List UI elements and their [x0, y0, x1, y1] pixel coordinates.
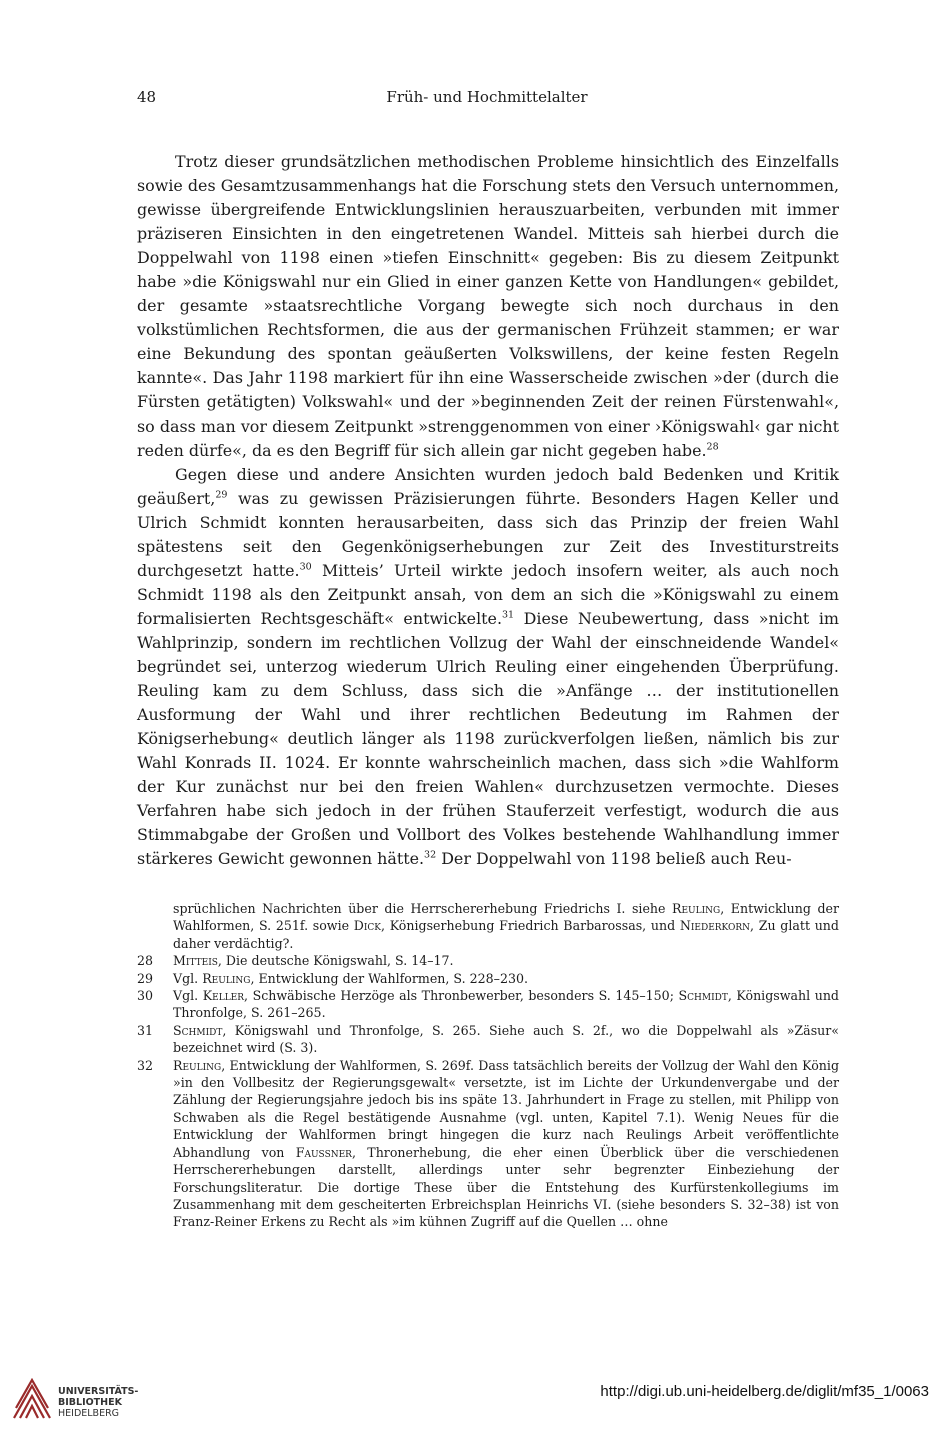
footnote-text — [173, 987, 839, 1022]
footnote-number: 29 — [137, 970, 154, 986]
note-text: , Schwäbische Herzöge als Thronbewerber, besonders S. 145–150; — [244, 988, 679, 1004]
author-name: Keller — [202, 988, 245, 1004]
note-text: sprüchlichen Nachrichten über die Herrschererhebung Friedrichs I. siehe — [173, 901, 672, 916]
footnote-number: 31 — [137, 1022, 154, 1038]
footnote-text — [173, 952, 839, 969]
paragraph-text: was zu gewissen Präzisierungen führte. Besonders Hagen Keller und Ulrich Schmidt konnten herausarbeiten, dass sich das Prinzip der freien Wahl spätestens seit den Gegenkönigserhebungen zur Zeit des Investiturstreits durchgesetzt hatte. — [137, 488, 839, 580]
paragraph-text: Diese Neubewertung, dass »nicht im Wahlprinzip, sondern im rechtlichen Vollzug der Wahl der einschneidende Wandel« begründet sei, unterzog wiederum Ulrich Reuling einer eingehenden Überprüfung. Reuling kam zu dem Schluss, dass sich die »Anfänge … der institutionellen Ausformung der Wahl und ihrer rechtlichen Bedeutung im Rahmen der Königserhebung« deutlich länger als 1198 zurückverfolgen ließen, nämlich bis zur Wahl Konrads II. 1024. Er konnte wahrscheinlich machen, dass sich »die Wahlform der Kur zunächst nur bei den freien Wahlen« durchzusetzen vermochte. Dieses Verfahren habe sich jedoch in der frühen Stauferzeit verfestigt, wodurch die aus Stimmabgabe der Großen und Vollbort des Volkes bestehende Wahlhandlung immer stärkeres Gewicht gewonnen hätte. — [137, 608, 839, 869]
footnote-ref-32[interactable]: 32 — [424, 850, 437, 862]
footnote-text — [173, 1022, 839, 1057]
footnote-number: 32 — [137, 1057, 154, 1073]
paragraph-text: Trotz dieser grundsätzlichen methodischen Probleme hinsichtlich des Einzelfalls sowie des Gesamtzusammenhangs hat die Forschung stets den Versuch unternommen, gewisse übergreifende Entwicklungslinien herauszuarbeiten, verbunden mit immer präziseren Einsichten in den eingetretenen Wandel. Mitteis sah hierbei durch die Doppelwahl von 1198 einen »tiefen Einschnitt« gegeben: Bis zu diesem Zeitpunkt habe »die Königswahl nur ein Glied in einer ganzen Kette von Handlungen« gebildet, der gesamte »staatsrechtliche Vorgang bewegte sich noch durchaus in den volkstümlichen Rechtsformen, die aus der germanischen Frühzeit stammen; er war eine Bekundung des spontan geäußerten Volkswillens, der keine festen Regeln kannte«. Das Jahr 1198 markiert für ihn eine Wasserscheide zwischen »der (durch die Fürsten getätigten) Volkswahl« und der »beginnenden Zeit der reinen Fürstenwahl«, so dass man vor diesem Zeitpunkt »strenggenommen von einer ›Königswahl‹ gar nicht reden dürfe«, da es den Begriff für sich allein gar nicht gegeben habe. — [137, 152, 839, 460]
author-name: Schmidt — [678, 988, 728, 1004]
note-text: , Zu glatt und daher verdächtig?. — [173, 918, 839, 951]
library-name — [58, 1386, 138, 1419]
footnote-ref-29[interactable]: 29 — [215, 489, 228, 501]
note-text: , Königswahl und Thronfolge, S. 261–265. — [173, 988, 839, 1021]
paragraph-text: Der Doppelwahl von 1198 beließ auch Reu- — [436, 849, 792, 869]
footnote-29 — [137, 970, 839, 987]
main-text — [137, 150, 839, 871]
footnote-ref-30[interactable]: 30 — [299, 561, 312, 573]
note-text: , Entwicklung der Wahlformen, S. 269f. Dass tatsächlich bereits der Vollzug der Wahl den König »in den Vollbesitz der Regierungsgewalt« versetzte, ist im Lichte der Urkundenvergabe und der Zählung der Regierungsjahre jedoch bis ins späte 13. Jahrhundert in Frage zu stellen, mit Philipp von Schwaben als die Regel bestätigende Ausnahme (vgl. unten, Kapitel 7.1). Wenig Neues für die Entwicklung der Wahlformen bringt hingegen die kurz nach Reulings Arbeit veröffentlichte Abhandlung von — [173, 1057, 839, 1160]
paragraph-text: Gegen diese und andere Ansichten wurden jedoch bald Bedenken und Kritik geäußert, — [137, 464, 839, 508]
author-name: Niederkorn — [679, 918, 751, 934]
running-title: Früh- und Hochmittelalter — [386, 88, 588, 106]
library-name-line: HEIDELBERG — [58, 1408, 120, 1419]
page-number: 48 — [137, 88, 157, 106]
author-name: Reuling — [173, 1057, 222, 1073]
library-logo[interactable] — [12, 1376, 152, 1424]
source-url[interactable]: http://digi.ub.uni-heidelberg.de/diglit/mf35_1/0063 — [600, 1383, 929, 1400]
author-name: Reuling — [672, 901, 721, 916]
note-text: , Entwicklung der Wahlformen, S. 251f. sowie — [173, 901, 840, 934]
author-name: Faussner — [295, 1144, 352, 1160]
author-name: Dick — [353, 918, 382, 934]
paragraph-2 — [137, 463, 839, 872]
footnote-32 — [137, 1057, 839, 1231]
note-text: , Königswahl und Thronfolge, S. 265. Siehe auch S. 2f., wo die Doppelwahl als »Zäsur« bezeichnet wird (S. 3). — [173, 1022, 839, 1056]
library-emblem-icon — [12, 1378, 52, 1420]
footnote-28 — [137, 952, 839, 969]
author-name: Reuling — [202, 970, 251, 986]
footnotes — [137, 900, 839, 1231]
note-text: , Die deutsche Königswahl, S. 14–17. — [217, 953, 454, 969]
paragraph-1 — [137, 150, 839, 463]
footnote-number: 28 — [137, 953, 154, 969]
footnote-number: 30 — [137, 988, 154, 1004]
footnote-31 — [137, 1022, 839, 1057]
note-text: Vgl. — [173, 988, 203, 1004]
author-name: Mitteis — [173, 953, 218, 969]
footnote-text — [173, 1057, 839, 1231]
note-text: , Königserhebung Friedrich Barbarossas, und — [381, 918, 680, 934]
library-name-line: UNIVERSITÄTS- — [58, 1386, 139, 1397]
footnote-continuation — [137, 900, 839, 952]
note-text: Vgl. — [173, 970, 203, 986]
footnote-ref-28[interactable]: 28 — [706, 441, 719, 453]
note-text: , Entwicklung der Wahlformen, S. 228–230. — [250, 970, 528, 986]
footnote-ref-31[interactable]: 31 — [502, 609, 515, 621]
note-text: , Thronerhebung, die eher einen Überblick über die verschiedenen Herrschererhebungen darstellt, allerdings unter sehr begrenzter Einbeziehung der Forschungsliteratur. Die dortige These über die Entstehung des Kurfürstenkollegiums im Zusammenhang mit dem gescheiterten Erbreichsplan Heinrichs VI. (siehe besonders S. 32–38) ist von Franz-Reiner Erkens zu Recht als »im kühnen Zugriff auf die Quellen … ohne — [173, 1144, 839, 1230]
footnote-text — [173, 970, 839, 987]
paragraph-text: Mitteis’ Urteil wirkte jedoch insofern weiter, als auch noch Schmidt 1198 als den Zeitpunkt ansah, von dem an sich die »Königswahl zu einem formalisierten Rechtsgeschäft« entwickelte. — [137, 560, 840, 628]
library-name-line: BIBLIOTHEK — [58, 1397, 122, 1408]
author-name: Schmidt — [173, 1022, 223, 1038]
page-header — [137, 88, 837, 112]
footnote-30 — [137, 987, 839, 1022]
